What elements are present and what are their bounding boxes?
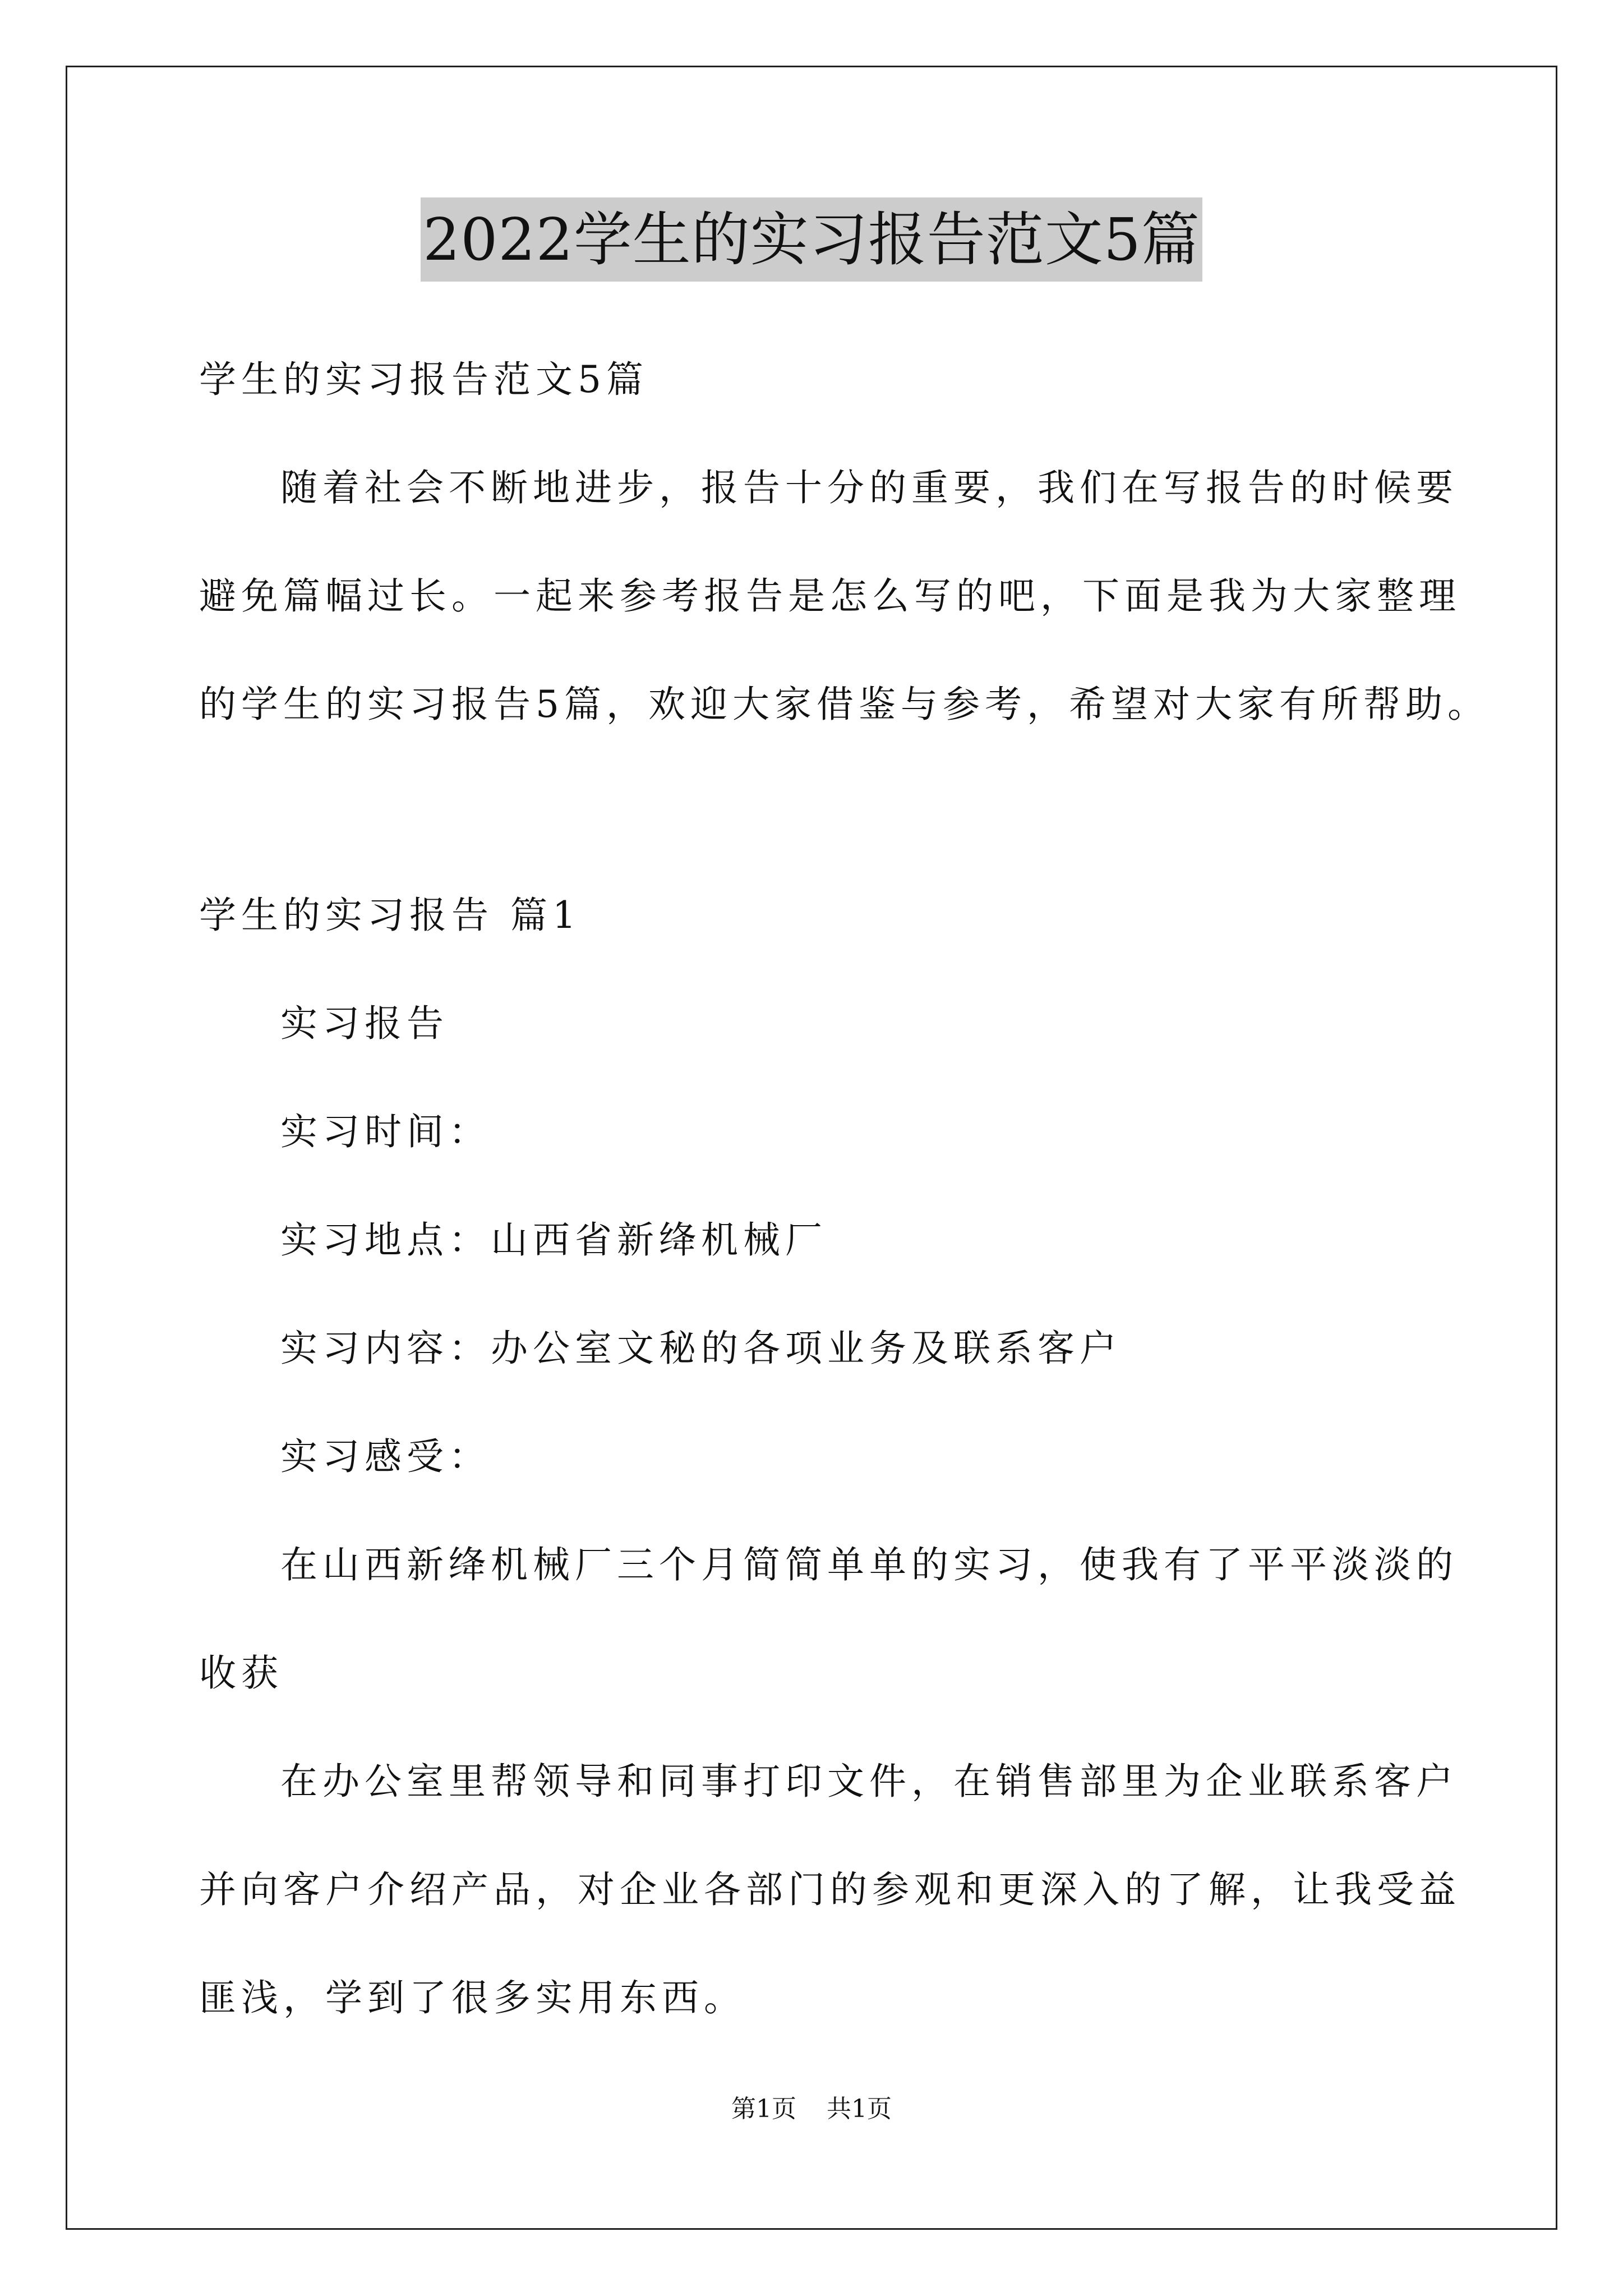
page-footer	[0, 2092, 1623, 2126]
paragraph1-line-1: 在山西新绛机械厂三个月简简单单的实习，使我有了平平淡淡的	[280, 1543, 1458, 1586]
document-subtitle: 学生的实习报告范文5篇	[199, 358, 648, 401]
intro-line-2: 避免篇幅过长。一起来参考报告是怎么写的吧，下面是我为大家整理	[199, 574, 1461, 618]
section-heading: 学生的实习报告 篇1	[199, 894, 581, 937]
title-container	[0, 197, 1623, 282]
paragraph2-line-3: 匪浅，学到了很多实用东西。	[199, 1976, 746, 2019]
paragraph2-line-2: 并向客户介绍产品，对企业各部门的参观和更深入的了解，让我受益	[199, 1868, 1461, 1911]
page-number-current: 第1页	[731, 2095, 796, 2123]
intro-line-3: 的学生的实习报告5篇，欢迎大家借鉴与参考，希望对大家有所帮助。	[199, 683, 1490, 726]
section-line-location: 实习地点：山西省新绛机械厂	[280, 1218, 827, 1262]
paragraph2-line-1: 在办公室里帮领导和同事打印文件，在销售部里为企业联系客户	[280, 1760, 1458, 1803]
document-title: 2022学生的实习报告范文5篇	[421, 197, 1202, 282]
section-line-content: 实习内容：办公室文秘的各项业务及联系客户	[280, 1327, 1122, 1370]
section-line-feeling: 实习感受：	[280, 1435, 491, 1478]
page-number-total: 共1页	[827, 2095, 892, 2123]
intro-line-1: 随着社会不断地进步，报告十分的重要，我们在写报告的时候要	[280, 466, 1458, 509]
paragraph1-line-2: 收获	[199, 1651, 283, 1695]
section-line-time: 实习时间：	[280, 1110, 491, 1153]
section-line-report: 实习报告	[280, 1002, 449, 1045]
